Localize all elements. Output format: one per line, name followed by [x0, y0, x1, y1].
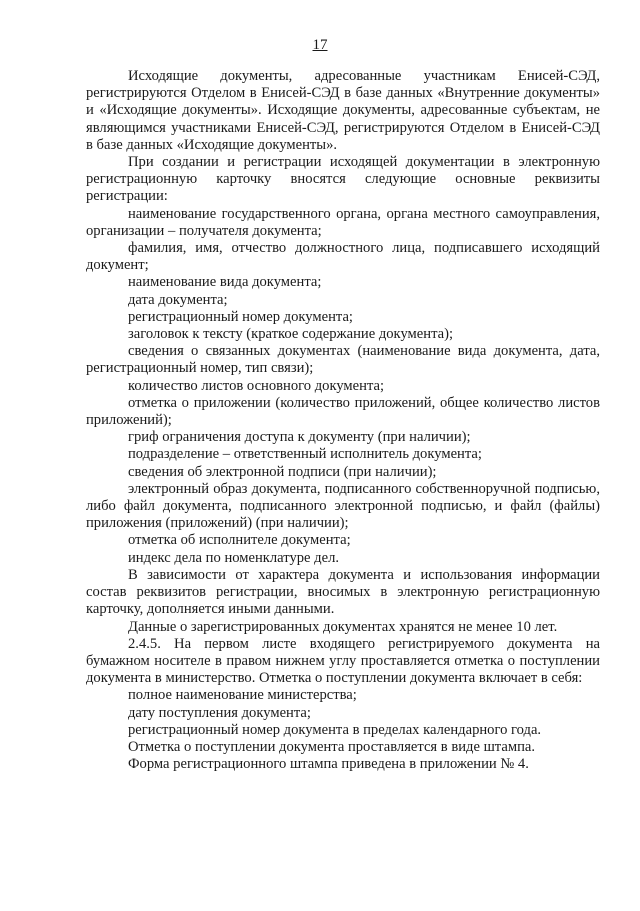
list-item: полное наименование министерства;: [128, 687, 357, 704]
paragraph-stamp-form: Форма регистрационного штампа приведена в приложении № 4.: [128, 756, 529, 773]
list-item: индекс дела по номенклатуре дел.: [128, 549, 340, 566]
list-item: подразделение – ответственный исполнитель документа;: [128, 446, 482, 463]
page-number: 17: [312, 37, 328, 53]
paragraph-stamp: Отметка о поступлении документа проставляется в виде штампа.: [128, 738, 536, 755]
paragraph-registration-details-intro: При создании и регистрации исходящей документации в электронную регистрационную карточку вносятся следующие основные реквизиты регистрации:: [86, 154, 600, 205]
list-item: фамилия, имя, отчество должностного лица, подписавшего исходящий документ;: [86, 240, 600, 274]
paragraph-outgoing-registration: Исходящие документы, адресованные участникам Енисей-СЭД, регистрируются Отделом в Енисей-СЭД в базе данных «Внутренние документы» и «Исходящие документы». Исходящие документы, адресованные субъектам, не являющимся участниками Енисей-СЭД, регистрируются Отделом в Енисей-СЭД в базе данных «Исходящие документы».: [86, 68, 600, 153]
document-body: [86, 68, 600, 773]
list-item: наименование вида документа;: [128, 274, 322, 291]
list-item: регистрационный номер документа;: [128, 308, 353, 325]
paragraph-section-2-4-5: 2.4.5. На первом листе входящего регистрируемого документа на бумажном носителе в правом нижнем углу проставляется отметка о поступлении документа в министерство. Отметка о поступлении документа включает в себя:: [86, 635, 600, 687]
list-item: отметка об исполнителе документа;: [128, 532, 351, 549]
list-item: наименование государственного органа, органа местного самоуправления, организации – получателя документа;: [86, 205, 600, 239]
list-item: гриф ограничения доступа к документу (при наличии);: [128, 429, 471, 446]
list-item: заголовок к тексту (краткое содержание документа);: [128, 326, 454, 343]
paragraph-storage-period: Данные о зарегистрированных документах хранятся не менее 10 лет.: [128, 618, 558, 635]
list-item: дату поступления документа;: [128, 704, 311, 721]
list-item: сведения об электронной подписи (при наличии);: [128, 463, 437, 480]
list-item: дата документа;: [128, 291, 228, 308]
list-item: электронный образ документа, подписанного собственноручной подписью, либо файл документа, подписанного электронной подписью, и файл (файлы) приложения (приложений) (при наличии);: [86, 480, 600, 532]
list-item: количество листов основного документа;: [128, 377, 385, 394]
list-item: отметка о приложении (количество приложений, общее количество листов приложений);: [86, 394, 600, 429]
list-item: регистрационный номер документа в пределах календарного года.: [128, 721, 542, 738]
list-item: сведения о связанных документах (наименование вида документа, дата, регистрационный номер, тип связи);: [86, 343, 600, 377]
paragraph-additional-data: В зависимости от характера документа и использования информации состав реквизитов регистрации, вносимых в электронную регистрационную карточку, дополняется иными данными.: [86, 566, 600, 618]
